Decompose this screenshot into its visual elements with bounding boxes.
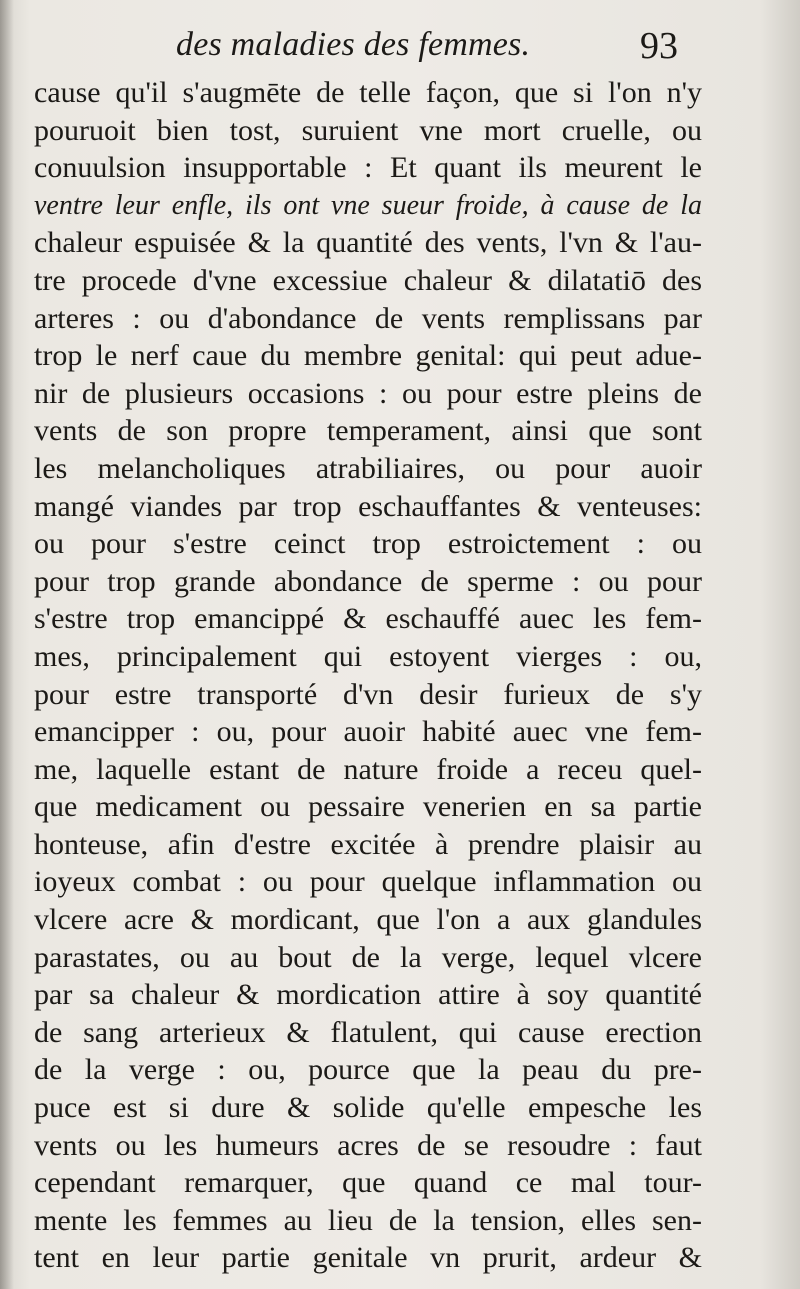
text-line: ioyeux combat : ou pour quelque inflammation ou — [34, 865, 702, 899]
running-title: des maladies des femmes. — [176, 26, 531, 63]
text-line: chaleur espuisée & la quantité des vents, l'vn & l'au- — [34, 226, 702, 260]
text-line: conuulsion insupportable : Et quant ils meurent le — [34, 151, 702, 185]
spine-shadow — [0, 0, 14, 1289]
text-line: vents de son propre temperament, ainsi que sont — [34, 414, 702, 448]
text-line: par sa chaleur & mordication attire à soy quantité — [34, 978, 702, 1012]
text-line: me, laquelle estant de nature froide a receu quel- — [34, 752, 702, 786]
text-line: nir de plusieurs occasions : ou pour estre pleins de — [34, 376, 702, 410]
text-line: trop le nerf caue du membre genital: qui peut adue- — [34, 339, 702, 373]
text-line: honteuse, afin d'estre excitée à prendre plaisir au — [34, 827, 702, 861]
text-line: de sang arterieux & flatulent, qui cause erection — [34, 1015, 702, 1049]
text-line: emancipper : ou, pour auoir habité auec vne fem- — [34, 715, 702, 749]
text-line: vents ou les humeurs acres de se resoudre : faut — [34, 1128, 702, 1162]
text-line: vlcere acre & mordicant, que l'on a aux glandules — [34, 903, 702, 937]
page-header — [0, 14, 800, 74]
text-line: mes, principalement qui estoyent vierges : ou, — [34, 639, 702, 673]
text-line: ou pour s'estre ceinct trop estroictement : ou — [34, 527, 702, 561]
text-line: mangé viandes par trop eschauffantes & venteuses: — [34, 489, 702, 523]
text-line: tent en leur partie genitale vn prurit, ardeur & — [34, 1241, 702, 1275]
body-text — [34, 74, 702, 1277]
text-line: puce est si dure & solide qu'elle empesche les — [34, 1091, 702, 1125]
text-line: s'estre trop emancippé & eschauffé auec les fem- — [34, 602, 702, 636]
text-line: de la verge : ou, pource que la peau du pre- — [34, 1053, 702, 1087]
page-number: 93 — [640, 25, 678, 67]
text-line: ventre leur enfle, ils ont vne sueur froide, à cause de la — [34, 189, 702, 221]
text-line: pouruoit bien tost, suruient vne mort cruelle, ou — [34, 113, 702, 147]
text-line: cependant remarquer, que quand ce mal tour- — [34, 1166, 702, 1200]
text-line: parastates, ou au bout de la verge, lequel vlcere — [34, 940, 702, 974]
text-line: tre procede d'vne excessiue chaleur & dilatatiō des — [34, 263, 702, 297]
text-line: arteres : ou d'abondance de vents remplissans par — [34, 301, 702, 335]
text-line: cause qu'il s'augmēte de telle façon, que si l'on n'y — [34, 76, 702, 109]
text-line: que medicament ou pessaire venerien en sa partie — [34, 790, 702, 824]
text-line: les melancholiques atrabiliaires, ou pour auoir — [34, 451, 702, 485]
text-line: mente les femmes au lieu de la tension, elles sen- — [34, 1203, 702, 1237]
text-line: pour estre transporté d'vn desir furieux de s'y — [34, 677, 702, 711]
text-line: pour trop grande abondance de sperme : ou pour — [34, 564, 702, 598]
